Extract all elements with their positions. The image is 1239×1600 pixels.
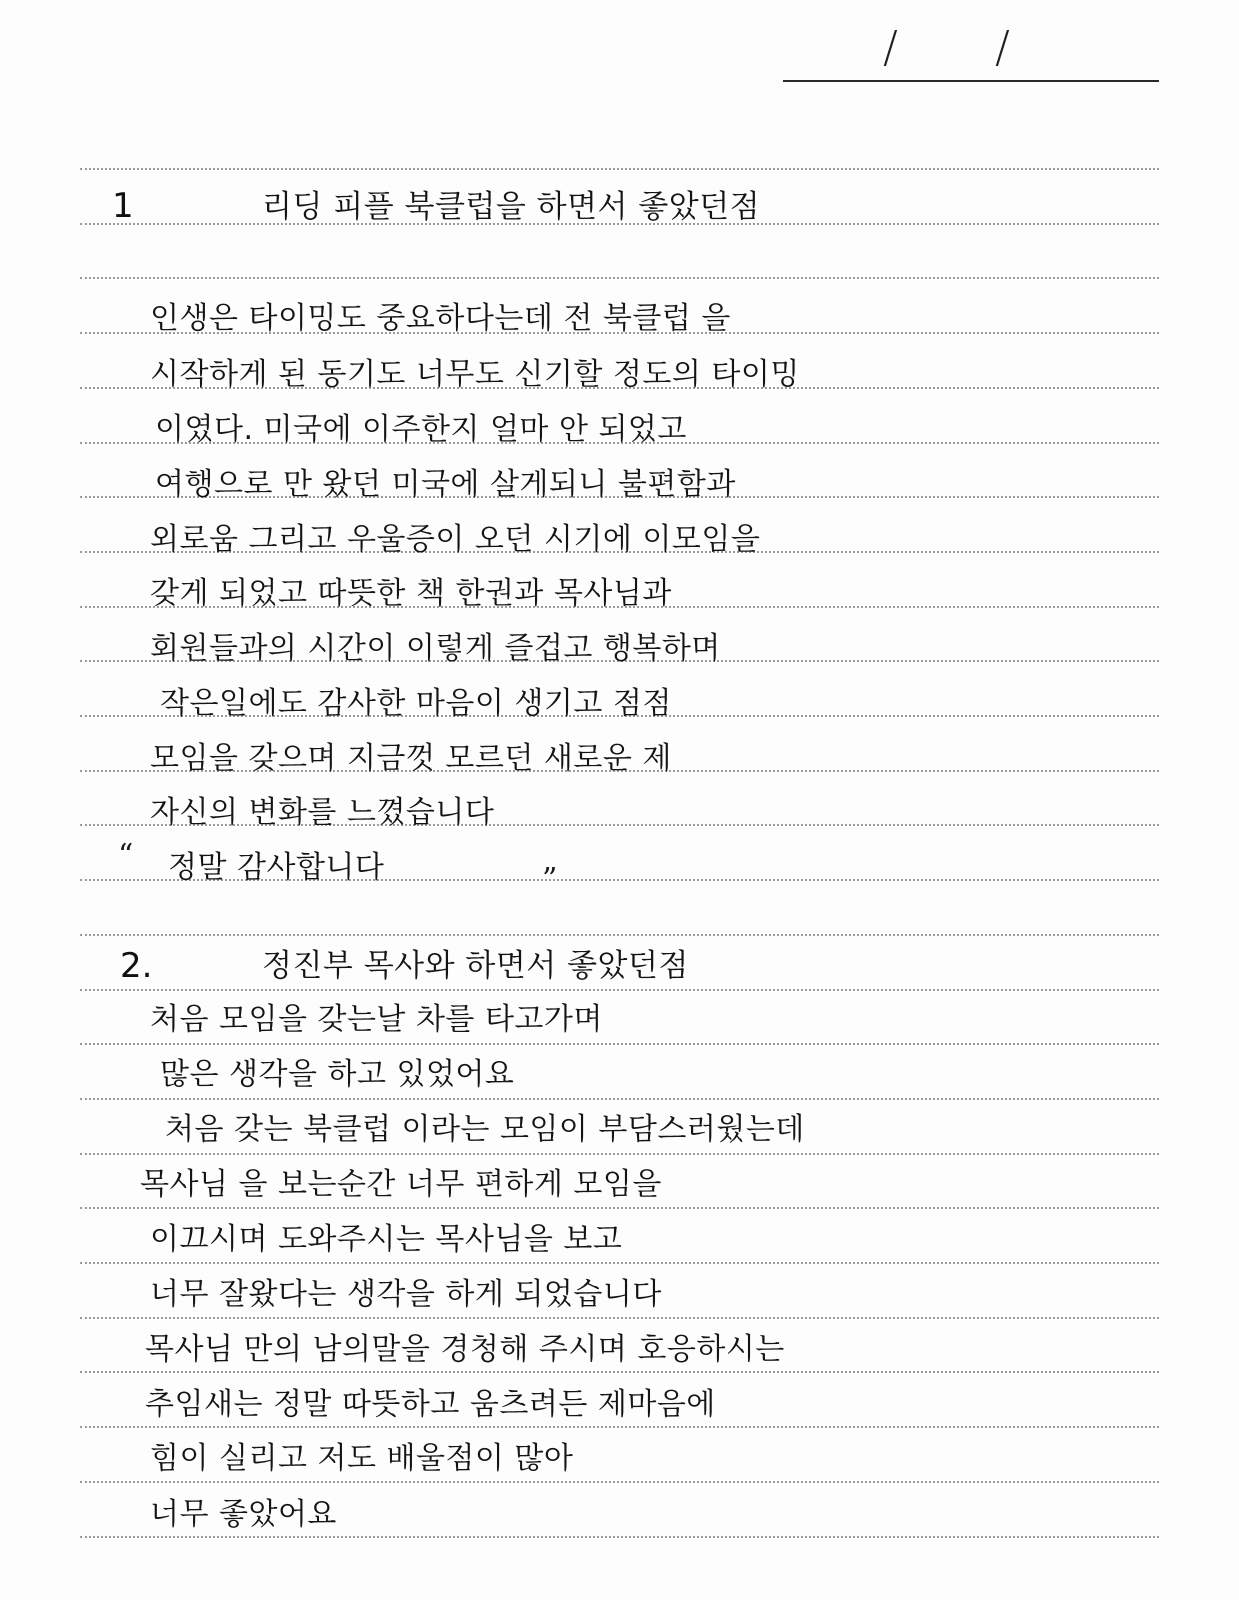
ruled-line xyxy=(80,1043,1159,1045)
section-1-line: 시작하게 된 동기도 너무도 신기할 정도의 타이밍 xyxy=(150,357,800,392)
section-2-line: 너무 잘왔다는 생각을 하게 되었습니다 xyxy=(150,1277,662,1312)
section-2-line: 목사님 만의 남의말을 경청해 주시며 호응하시는 xyxy=(145,1332,785,1367)
section-1-line: 모임을 갖으며 지금껏 모르던 새로운 제 xyxy=(150,741,672,776)
ruled-line xyxy=(80,1371,1159,1373)
close-quote: ” xyxy=(542,862,558,897)
ruled-line xyxy=(80,168,1159,170)
date-underline xyxy=(783,80,1159,82)
ruled-line xyxy=(80,1153,1159,1155)
section-1-line: 작은일에도 감사한 마음이 생기고 점점 xyxy=(160,686,672,721)
section-2-line: 너무 좋았어요 xyxy=(150,1497,337,1532)
ruled-line xyxy=(80,277,1159,279)
section-2-line: 이끄시며 도와주시는 목사님을 보고 xyxy=(150,1222,623,1257)
ruled-line xyxy=(80,1317,1159,1319)
section-1-line: 여행으로 만 왔던 미국에 살게되니 불편함과 xyxy=(155,467,736,502)
section-1-line: 인생은 타이밍도 중요하다는데 전 북클럽 을 xyxy=(150,301,731,336)
section-1-line: 회원들과의 시간이 이렇게 즐겁고 행복하며 xyxy=(150,631,721,666)
section-2-line: 처음 갖는 북클럽 이라는 모임이 부담스러웠는데 xyxy=(165,1112,805,1147)
section-1-line: 외로움 그리고 우울증이 오던 시기에 이모임을 xyxy=(150,522,761,557)
ruled-line xyxy=(80,1481,1159,1483)
ruled-line xyxy=(80,1098,1159,1100)
ruled-line xyxy=(80,1426,1159,1428)
section-2-line: 많은 생각을 하고 있었어요 xyxy=(160,1057,515,1092)
ruled-line xyxy=(80,1536,1159,1538)
section-1-line: 이였다. 미국에 이주한지 얼마 안 되었고 xyxy=(155,412,687,447)
section-2-line: 힘이 실리고 저도 배울점이 많아 xyxy=(150,1441,574,1476)
section-1-number: 1 xyxy=(112,186,134,226)
open-quote: “ xyxy=(118,838,134,873)
section-1-line: 정말 감사합니다 xyxy=(168,850,385,885)
date-slash: / xyxy=(995,22,1010,73)
ruled-line xyxy=(80,934,1159,936)
section-1-title: 리딩 피플 북클럽을 하면서 좋았던점 xyxy=(262,189,761,225)
section-1-line: 자신의 변화를 느꼈습니다 xyxy=(150,795,495,830)
section-2-line: 처음 모임을 갖는날 차를 타고가며 xyxy=(150,1002,603,1037)
section-2-number: 2. xyxy=(120,946,153,986)
section-2-line: 추임새는 정말 따뜻하고 움츠려든 제마음에 xyxy=(145,1387,716,1422)
ruled-line xyxy=(80,1207,1159,1209)
section-2-title: 정진부 목사와 하면서 좋았던점 xyxy=(262,948,689,984)
ruled-line xyxy=(80,989,1159,991)
section-2-line: 목사님 을 보는순간 너무 편하게 모임을 xyxy=(140,1167,662,1202)
date-field xyxy=(783,22,1159,82)
ruled-line xyxy=(80,1262,1159,1264)
date-slash: / xyxy=(883,22,898,73)
section-1-line: 갖게 되었고 따뜻한 책 한권과 목사님과 xyxy=(150,576,672,611)
